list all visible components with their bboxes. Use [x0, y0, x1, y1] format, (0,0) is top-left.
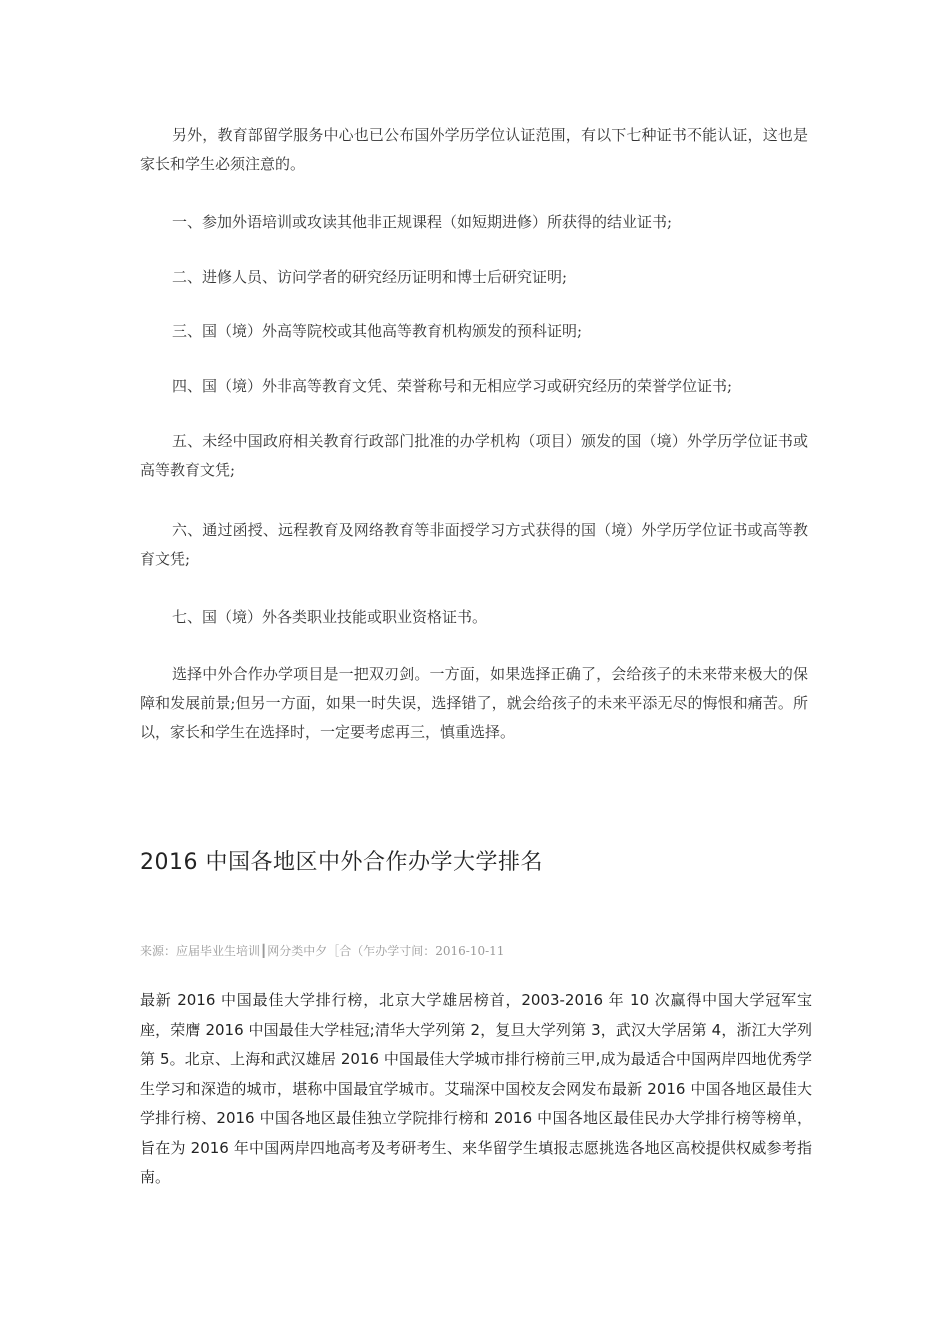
article-body: 最新 2016 中国最佳大学排行榜，北京大学雄居榜首，2003-2016 年 10 次赢得中国大学冠军宝座，荣膺 2016 中国最佳大学桂冠;清华大学列第 2，复旦大学列第 3，武汉大学居第 4，浙江大学列第 5。北京、上海和武汉雄居 2016 中国最佳大学城市排行榜前三甲,成为最适合中国两岸四地优秀学生学习和深造的城市，堪称中国最宜学城市。艾瑞深中国校友会网发布最新 2016 中国各地区最佳大学排行榜、2016 中国各地区最佳独立学院排行榜和 2016 中国各地区最佳民办大学排行榜等榜单，旨在为 2016 年中国两岸四地高考及考研考生、来华留学生填报志愿挑选各地区高校提供权威参考指南。 [140, 991, 812, 1186]
list-item-7: 七、国（境）外各类职业技能或职业资格证书。 [172, 608, 488, 626]
article-title: 2016 中国各地区中外合作办学大学排名 [140, 850, 543, 875]
list-item-1: 一、参加外语培训或攻读其他非正规课程（如短期进修）所获得的结业证书; [172, 213, 673, 231]
list-item-3: 三、国（境）外高等院校或其他高等教育机构颁发的预科证明; [172, 322, 583, 340]
intro-paragraph: 另外，教育部留学服务中心也已公布国外学历学位认证范围，有以下七种证书不能认证，这也是家长和学生必须注意的。 [140, 126, 808, 173]
list-item-6: 六、通过函授、远程教育及网络教育等非面授学习方式获得的国（境）外学历学位证书或高等教育文凭; [140, 521, 808, 568]
article-source-line: 来源：应届毕业生培训┃网分类中夕［合（乍办学寸间：2016-10-11 [140, 944, 505, 958]
conclusion-paragraph: 选择中外合作办学项目是一把双刃剑。一方面，如果选择正确了，会给孩子的未来带来极大的保障和发展前景;但另一方面，如果一时失误，选择错了，就会给孩子的未来平添无尽的悔恨和痛苦。所以，家长和学生在选择时，一定要考虑再三，慎重选择。 [140, 665, 808, 741]
list-item-2: 二、进修人员、访问学者的研究经历证明和博士后研究证明; [172, 268, 568, 286]
list-item-5: 五、未经中国政府相关教育行政部门批准的办学机构（项目）颁发的国（境）外学历学位证书或高等教育文凭; [140, 432, 808, 479]
list-item-4: 四、国（境）外非高等教育文凭、荣誉称号和无相应学习或研究经历的荣誉学位证书; [172, 377, 733, 395]
